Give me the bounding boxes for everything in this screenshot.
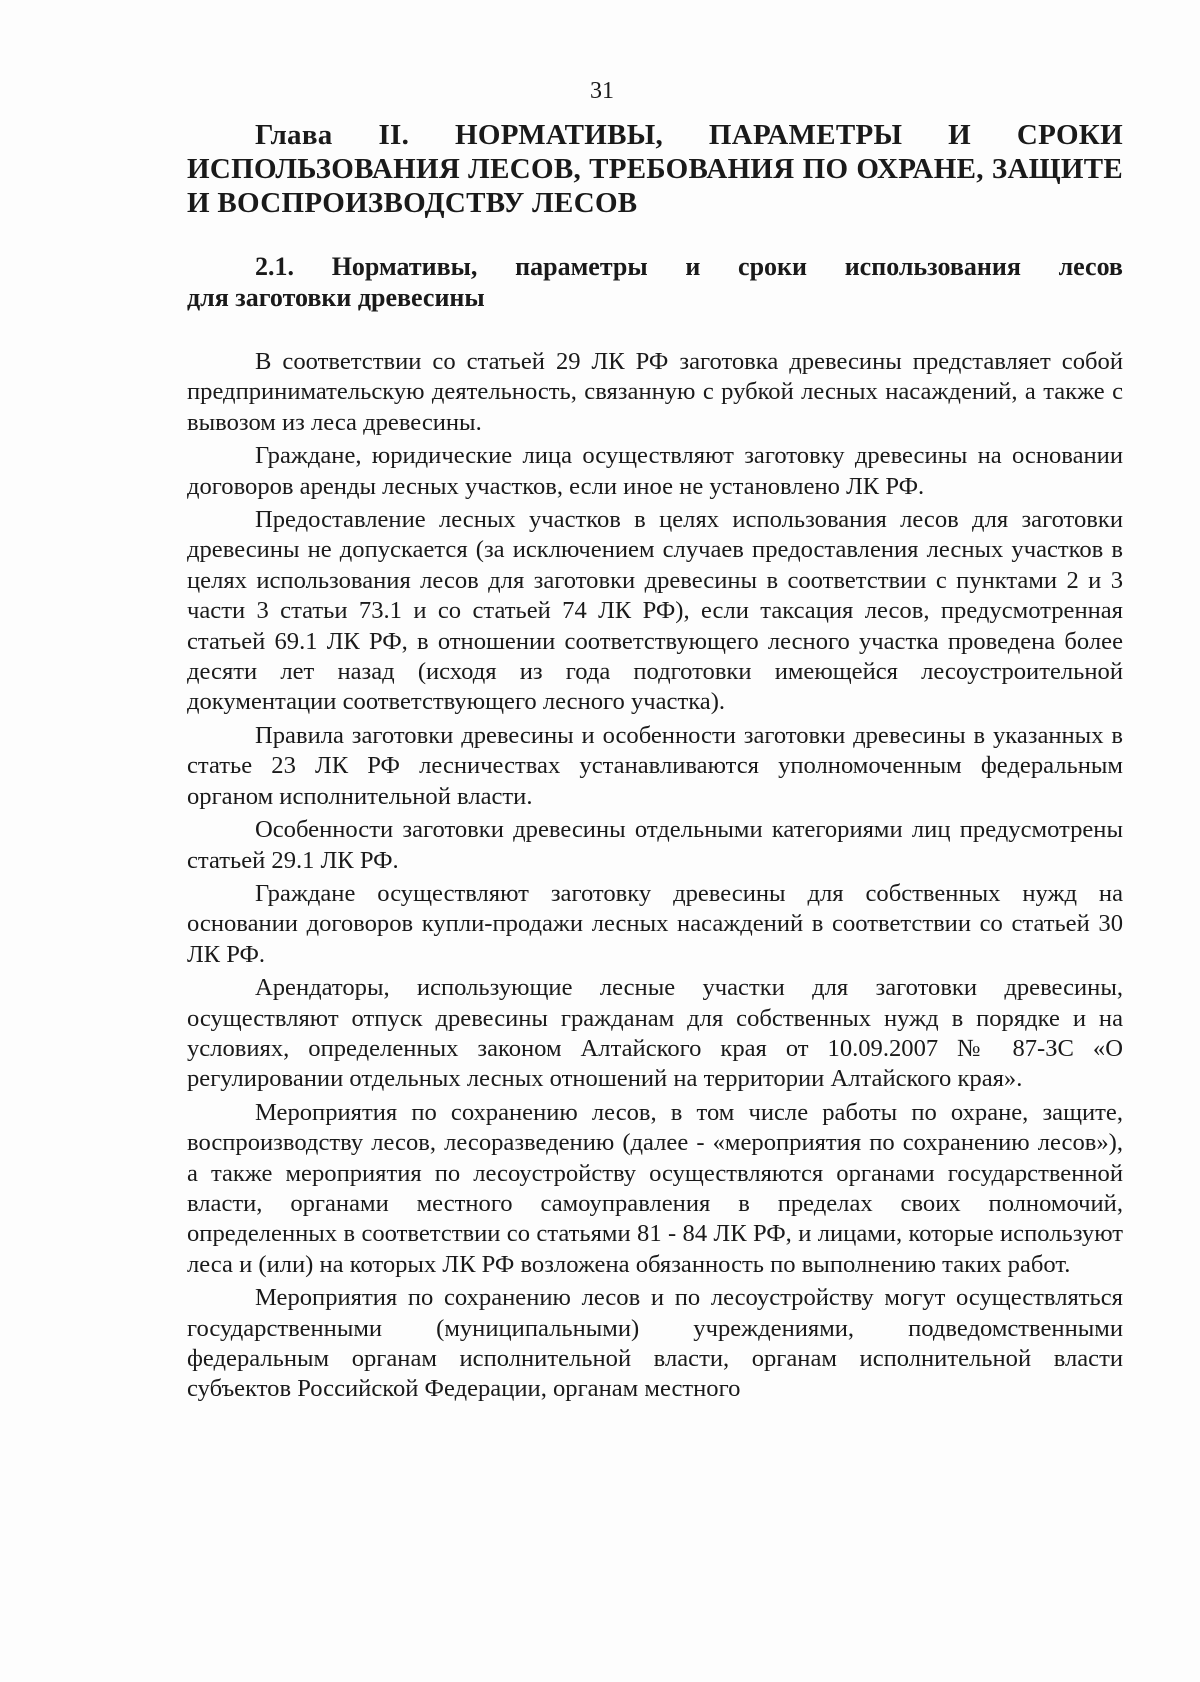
chapter-title-word: НОРМАТИВЫ, (455, 119, 664, 151)
paragraph: Правила заготовки древесины и особенности заготовки древесины в указанных в статье 23 ЛК РФ лесничествах устанавливаются уполномоченным федеральным органом исполнительной власти. (187, 721, 1123, 810)
chapter-title-word: Глава (255, 119, 333, 151)
chapter-title-word: И (948, 119, 972, 151)
section-title (187, 251, 1123, 313)
chapter-title-word: СРОКИ (1016, 119, 1123, 151)
section-title-word: и (685, 252, 701, 281)
paragraph: Особенности заготовки древесины отдельными категориями лиц предусмотрены статьей 29.1 ЛК РФ. (187, 816, 1123, 874)
paragraph: Мероприятия по сохранению лесов и по лесоустройству могут осуществляться государственными (муниципальными) учреждениями, подведомственными федеральным органам исполнительной власти, органам исполнительной власти субъектов Российской Федерации, органам местного (187, 1284, 1123, 1403)
section-title-word: сроки (738, 252, 807, 281)
paragraph: Граждане, юридические лица осуществляют заготовку древесины на основании договоров аренды лесных участков, если иное не установлено ЛК РФ. (187, 442, 1123, 500)
paragraph: В соответствии со статьей 29 ЛК РФ заготовка древесины представляет собой предпринимательскую деятельность, связанную с рубкой лесных насаждений, а также с вывозом из леса древесины. (187, 348, 1123, 436)
chapter-title-word: II. (378, 119, 410, 151)
page-content (187, 118, 1123, 1408)
chapter-title (187, 118, 1123, 220)
paragraph: Предоставление лесных участков в целях использования лесов для заготовки древесины не допускается (за исключением случаев предоставления лесных участков в целях использования лесов для заготовки древесины в соответствии с пунктами 2 и 3 части 3 статьи 73.1 и со статьей 74 ЛК РФ), если таксация лесов, предусмотренная статьей 69.1 ЛК РФ, в отношении соответствующего лесного участка проведена более десяти лет назад (исходя из года подготовки имеющейся лесоустроительной документации соответствующего лесного участка). (187, 506, 1123, 716)
paragraph: Граждане осуществляют заготовку древесины для собственных нужд на основании договоров купли-продажи лесных насаждений в соответствии со статьей 30 ЛК РФ. (187, 879, 1123, 968)
section-title-rest: для заготовки древесины (187, 283, 485, 312)
page-number: 31 (590, 78, 614, 104)
section-title-word: использования (844, 252, 1021, 281)
body-text (187, 347, 1123, 1405)
paragraph: Мероприятия по сохранению лесов, в том числе работы по охране, защите, воспроизводству лесов, лесоразведению (далее - «мероприятия по сохранению лесов»), а также мероприятия по лесоустройству осуществляются органами государственной власти, органами местного самоуправления в пределах своих полномочий, определенных в соответствии со статьями 81 - 84 ЛК РФ, и лицами, которые используют леса и (или) на которых ЛК РФ возложена обязанность по выполнению таких работ. (187, 1098, 1123, 1278)
section-title-word: 2.1. (255, 252, 294, 281)
section-title-word: Нормативы, (331, 252, 478, 281)
section-title-word: лесов (1058, 252, 1123, 281)
section-title-line1 (187, 251, 1123, 282)
chapter-title-word: ПАРАМЕТРЫ (708, 119, 903, 151)
section-title-word: параметры (515, 252, 648, 281)
chapter-title-rest: ИСПОЛЬЗОВАНИЯ ЛЕСОВ, ТРЕБОВАНИЯ ПО ОХРАНЕ, ЗАЩИТЕ И ВОСПРОИЗВОДСТВУ ЛЕСОВ (187, 153, 1123, 219)
chapter-title-line1 (187, 118, 1123, 152)
paragraph: Арендаторы, использующие лесные участки для заготовки древесины, осуществляют отпуск древесины гражданам для собственных нужд в порядке и на условиях, определенных законом Алтайского края от 10.09.2007 № 87-ЗС «О регулировании отдельных лесных отношений на территории Алтайского края». (187, 974, 1123, 1093)
